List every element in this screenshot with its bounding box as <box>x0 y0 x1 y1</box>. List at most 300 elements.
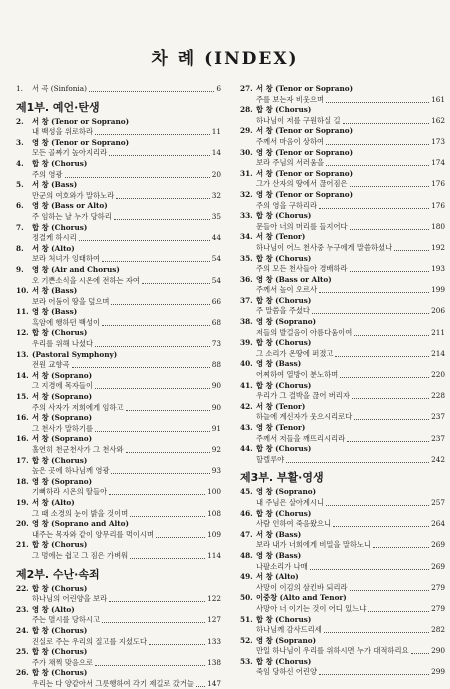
entry-heading <box>240 84 445 95</box>
leader-dots <box>352 391 429 399</box>
leader-dots <box>350 264 430 272</box>
index-entry <box>240 169 445 190</box>
leader-dots <box>326 137 429 145</box>
entry-title: 영 창 (Bass) <box>32 307 78 317</box>
entry-line <box>240 583 445 594</box>
index-entry <box>240 402 445 423</box>
index-entry <box>240 509 445 530</box>
page-number: 279 <box>431 582 445 592</box>
leader-dots <box>394 243 429 251</box>
entry-subtitle: 나팔소리가 나매 <box>256 561 308 571</box>
entry-subtitle: 만군의 여호와가 말하노라 <box>32 190 115 200</box>
entry-number: 19. <box>16 497 29 507</box>
entry-title: 영 창 (Soprano and Alto) <box>32 519 129 529</box>
entry-title: 합 창 (Chorus) <box>32 455 88 465</box>
entry-title: 영 창 (Bass) <box>256 359 302 369</box>
index-entry <box>240 275 445 296</box>
page-number: 228 <box>431 391 445 401</box>
entry-number: 41. <box>240 380 253 390</box>
entry-subtitle: 보라 어둠이 땅을 덮으며 <box>32 296 110 306</box>
entry-heading <box>240 636 445 647</box>
leader-dots <box>65 170 210 178</box>
entry-heading <box>240 444 445 455</box>
page-number: 11 <box>211 127 221 137</box>
entry-number: 7. <box>16 222 24 232</box>
entry-number: 21. <box>16 540 29 550</box>
entry-subtitle: 그 소리가 온땅에 퍼졌고 <box>256 348 334 358</box>
entry-title: 영 창 (Bass) <box>256 550 302 560</box>
entry-title: 합 창 (Chorus) <box>32 647 88 657</box>
index-entry <box>240 232 445 253</box>
page-number: 92 <box>211 445 221 454</box>
entry-line <box>240 370 445 381</box>
entry-line <box>240 498 445 509</box>
entry-subtitle: 홀연히 천군천사가 그 천사와 <box>32 445 124 454</box>
index-entry <box>240 211 445 232</box>
leader-dots <box>343 116 430 124</box>
leader-dots <box>130 509 205 517</box>
page-number: 54 <box>211 254 221 264</box>
page-number: 199 <box>431 285 445 295</box>
entry-heading <box>16 244 221 255</box>
entry-title: 서 창 (Soprano) <box>32 370 93 380</box>
entry-title: 합 창 (Chorus) <box>32 583 88 593</box>
entry-number: 17. <box>16 455 29 465</box>
leader-dots <box>340 370 429 378</box>
entry-line <box>240 222 445 233</box>
entry-heading <box>240 317 445 328</box>
entry-subtitle: 주가 채찍 맞음으로 <box>32 657 94 667</box>
page-number: 14 <box>211 148 221 158</box>
page-title: 차 례 (INDEX) <box>151 49 299 69</box>
entry-subtitle: 주의 영광 <box>32 169 63 179</box>
entry-subtitle: 기뻐하라 시온의 딸들아 <box>32 487 108 497</box>
entry-number: 45. <box>240 487 253 497</box>
page-number: 257 <box>431 497 445 507</box>
entry-subtitle: 할렐루야 <box>256 454 285 464</box>
entry-heading <box>16 434 221 445</box>
entry-line <box>240 349 445 360</box>
page-number: 6 <box>216 84 221 93</box>
entry-number: 22. <box>16 583 29 593</box>
entry-line <box>240 667 445 678</box>
page-number: 290 <box>431 646 445 656</box>
entry-heading <box>16 477 221 488</box>
entry-heading <box>240 211 445 222</box>
page-number: 211 <box>431 327 445 337</box>
page-number: 206 <box>431 306 445 316</box>
leader-dots <box>156 530 205 538</box>
page-number: 269 <box>431 540 445 550</box>
entry-title: 합 창 (Chorus) <box>256 380 312 390</box>
entry-title: 서 창 (Tenor or Soprano) <box>256 84 354 93</box>
entry-title: 합 창 (Chorus) <box>256 211 312 221</box>
entry-number: 5. <box>16 180 24 190</box>
index-entry <box>16 413 221 434</box>
entry-number: 44. <box>240 444 253 454</box>
entry-heading <box>16 456 221 467</box>
entry-title: 서 창 (Soprano) <box>32 413 93 423</box>
entry-number: 25. <box>16 647 29 657</box>
entry-title: 합 창 (Chorus) <box>256 338 312 348</box>
entry-heading <box>240 275 445 286</box>
entry-number: 46. <box>240 508 253 518</box>
index-entry <box>16 307 221 328</box>
entry-number: 14. <box>16 370 29 380</box>
entry-number: 15. <box>16 392 29 402</box>
entry-heading <box>240 169 445 180</box>
entry-line <box>16 466 221 477</box>
entry-heading <box>16 265 221 276</box>
leader-dots <box>95 424 210 432</box>
page-number: 93 <box>211 466 221 476</box>
index-entry <box>16 371 221 392</box>
entry-heading <box>16 117 221 128</box>
index-entry <box>240 615 445 636</box>
section-heading: 제1부. 예언·탄생 <box>16 100 100 114</box>
leader-dots <box>72 360 210 368</box>
entry-number: 12. <box>16 328 29 338</box>
index-entry <box>16 328 221 349</box>
entry-subtitle: 전원 교향곡 <box>32 360 70 370</box>
leader-dots <box>354 412 429 420</box>
entry-line <box>240 158 445 169</box>
entry-line <box>16 339 221 350</box>
entry-number: 42. <box>240 401 253 411</box>
entry-number: 50. <box>240 593 253 603</box>
page-number: 91 <box>211 423 221 433</box>
entry-subtitle: 주는 멸시를 당하시고 <box>32 615 101 625</box>
entry-subtitle: 주께서 높이 오르사 <box>256 285 318 295</box>
entry-heading <box>240 572 445 583</box>
entry-number: 24. <box>16 625 29 635</box>
entry-number: 18. <box>16 476 29 486</box>
index-entry <box>16 350 221 371</box>
entry-number: 4. <box>16 158 24 168</box>
index-entry <box>16 519 221 540</box>
entry-title: 영 창 (Soprano) <box>256 487 317 497</box>
index-entry <box>16 498 221 519</box>
index-entry <box>240 572 445 593</box>
entry-number: 13. <box>16 349 29 359</box>
index-entry <box>240 84 445 105</box>
leader-dots <box>109 594 205 602</box>
entry-number: 28. <box>240 105 253 115</box>
entry-subtitle: 보라 주님의 서러움을 <box>256 158 325 168</box>
entry-line <box>16 148 221 159</box>
entry-line <box>16 530 221 541</box>
entry-number: 10. <box>16 286 29 296</box>
entry-heading <box>240 296 445 307</box>
leader-dots <box>95 127 210 135</box>
entry-subtitle: 주의 영을 구하리라 <box>256 200 318 210</box>
entry-number: 51. <box>240 614 253 624</box>
entry-line <box>16 276 221 287</box>
leader-dots <box>326 498 429 506</box>
entry-line <box>16 445 221 456</box>
entry-title: 서 창 (Tenor or Soprano) <box>32 116 130 126</box>
index-entry <box>240 657 445 678</box>
entry-line <box>16 615 221 626</box>
leader-dots <box>335 349 429 357</box>
page-number: 90 <box>211 402 221 412</box>
entry-title: 합 창 (Chorus) <box>256 105 312 115</box>
entry-number: 52. <box>240 635 253 645</box>
entry-title: 합 창 (Chorus) <box>256 295 312 305</box>
entry-subtitle: 오 기쁜소식을 시온에 전하는 자여 <box>32 275 140 285</box>
page-number: 100 <box>207 487 221 497</box>
leader-dots <box>347 434 429 442</box>
entry-number: 29. <box>240 126 253 136</box>
page-number: 90 <box>211 381 221 391</box>
entry-subtitle: 사망아 너 이기는 것이 어디 있느냐 <box>256 603 367 613</box>
entry-line <box>16 84 221 95</box>
entry-line <box>240 604 445 615</box>
entry-heading <box>16 84 87 95</box>
leader-dots <box>368 604 429 612</box>
entry-line <box>16 233 221 244</box>
leader-dots <box>109 148 210 156</box>
entry-heading <box>16 223 221 234</box>
entry-number: 20. <box>16 519 29 529</box>
entry-title: 영 창 (Tenor) <box>256 423 306 432</box>
entry-heading <box>16 584 221 595</box>
entry-title: 합 창 (Chorus) <box>32 540 88 550</box>
entry-subtitle: 내주는 목자와 같이 양무리를 먹이시며 <box>32 529 155 539</box>
entry-title: 합 창 (Chorus) <box>256 656 312 666</box>
index-entry <box>240 359 445 380</box>
entry-heading <box>16 413 221 424</box>
entry-number: 8. <box>16 243 24 253</box>
leader-dots <box>354 328 429 336</box>
index-entry <box>16 159 221 180</box>
entry-line <box>240 201 445 212</box>
entry-heading <box>240 126 445 137</box>
entry-title: 합 창 (Chorus) <box>32 158 88 168</box>
entry-heading <box>240 381 445 392</box>
entry-subtitle: 하나님께 감사드리세 <box>256 625 322 635</box>
index-entry <box>16 201 221 222</box>
entry-heading <box>16 307 221 318</box>
leader-dots <box>411 646 429 654</box>
page-number: 35 <box>211 211 221 221</box>
index-entry <box>16 668 221 689</box>
entry-heading <box>16 498 221 509</box>
entry-heading <box>16 328 221 339</box>
entry-title: 서 창 (Bass) <box>32 180 78 190</box>
entry-title: 합 창 (Chorus) <box>32 222 88 232</box>
entry-subtitle: 주의 사자가 저희에게 임하고 <box>32 402 124 412</box>
entry-title: 서 창 (Tenor) <box>256 401 306 411</box>
entry-heading <box>16 647 221 658</box>
index-entry <box>240 593 445 614</box>
entry-line <box>240 625 445 636</box>
entry-number: 9. <box>16 264 24 274</box>
entry-number: 43. <box>240 423 253 432</box>
entry-line <box>16 127 221 138</box>
index-column-left <box>16 84 221 689</box>
leader-dots <box>149 637 205 645</box>
leader-dots <box>79 233 210 241</box>
leader-dots <box>95 658 205 666</box>
entry-subtitle: 내 주님은 살아계시니 <box>256 497 325 507</box>
entry-number: 30. <box>240 147 253 157</box>
leader-dots <box>130 551 205 559</box>
entry-number: 16. <box>16 413 29 423</box>
entry-subtitle: 하나님이 저를 구원하실 길 <box>256 115 341 125</box>
entry-number: 36. <box>240 274 253 284</box>
page-number: 279 <box>431 603 445 613</box>
page-number: 299 <box>431 667 445 677</box>
page-number: 282 <box>431 625 445 635</box>
entry-number: 39. <box>240 338 253 348</box>
page-number: 32 <box>211 190 221 200</box>
entry-title: 이중창 (Alto and Tenor) <box>256 593 347 603</box>
entry-subtitle: 주 말씀을 주셨다 <box>256 306 310 316</box>
entry-line <box>240 179 445 190</box>
index-entry <box>240 105 445 126</box>
page-number: 237 <box>431 412 445 422</box>
page-number: 193 <box>431 264 445 274</box>
entry-line <box>240 562 445 573</box>
leader-dots <box>286 455 429 463</box>
leader-dots <box>350 583 430 591</box>
entry-line <box>240 243 445 254</box>
index-entry <box>240 338 445 359</box>
entry-heading <box>240 551 445 562</box>
entry-subtitle: 어찌하여 열방이 분노하며 <box>256 370 339 380</box>
entry-title: 서 창 (Bass) <box>32 286 78 296</box>
entry-line <box>16 170 221 181</box>
entry-heading <box>240 487 445 498</box>
entry-line <box>240 455 445 466</box>
entry-subtitle: 그 때 소경의 눈이 밝을 것이며 <box>32 508 129 518</box>
entry-line <box>16 403 221 414</box>
entry-subtitle: 사람 인하여 죽음왔으니 <box>256 519 332 529</box>
entry-heading <box>240 190 445 201</box>
entry-line <box>240 264 445 275</box>
leader-dots <box>95 381 210 389</box>
page-number: 180 <box>431 221 445 231</box>
entry-subtitle: 진실로 주는 우리의 질고를 지셨도다 <box>32 636 148 646</box>
entry-heading <box>240 254 445 265</box>
entry-line <box>240 519 445 530</box>
entry-title: 영 창 (Tenor or Soprano) <box>256 189 354 199</box>
entry-subtitle: 우리를 위해 나셨다 <box>32 339 94 349</box>
leader-dots <box>350 222 430 230</box>
page-number: 220 <box>431 370 445 380</box>
entry-title: 영 창 (Bass or Alto) <box>32 201 108 211</box>
leader-dots <box>116 191 210 199</box>
entry-title: 합 창 (Chorus) <box>256 614 312 624</box>
page-number: 108 <box>207 508 221 518</box>
index-entry <box>240 423 445 444</box>
leader-dots <box>111 297 209 305</box>
entry-heading <box>240 148 445 159</box>
entry-line <box>240 540 445 551</box>
entry-heading <box>16 626 221 637</box>
entry-subtitle: 그가 산자의 땅에서 끊어짐은 <box>256 179 348 189</box>
entry-subtitle: 하늘에 계신자가 웃으시리로다 <box>256 412 353 422</box>
page-number: 192 <box>431 242 445 252</box>
index-entry <box>240 317 445 338</box>
entry-title: 영 창 (Soprano) <box>32 476 93 486</box>
index-entry <box>240 190 445 211</box>
index-entry <box>240 254 445 275</box>
index-entry <box>16 223 221 244</box>
leader-dots <box>319 201 429 209</box>
entry-subtitle: 만일 하나님이 우리를 위하시면 누가 대적하리요 <box>256 646 409 656</box>
leader-dots <box>319 285 429 293</box>
leader-dots <box>326 95 429 103</box>
entry-subtitle: 주 임하는 날 누가 당하리 <box>32 211 112 221</box>
entry-line <box>16 191 221 202</box>
entry-title: 서 창 (Bass) <box>256 529 302 539</box>
entry-subtitle: 문들아 너의 머리를 들지어다 <box>256 221 348 231</box>
entry-heading <box>16 371 221 382</box>
leader-dots <box>324 625 429 633</box>
entry-number: 48. <box>240 550 253 560</box>
index-entry <box>16 456 221 477</box>
leader-dots <box>350 179 430 187</box>
entry-title: 영 창 (Alto) <box>32 604 75 614</box>
entry-subtitle: 저들의 발걸음이 아름다움이여 <box>256 327 353 337</box>
leader-dots <box>196 679 205 687</box>
leader-dots <box>102 615 205 623</box>
leader-dots <box>102 318 210 326</box>
entry-title: 서 곡 (Sinfonia) <box>32 84 87 93</box>
entry-number: 33. <box>240 211 253 221</box>
index-entry <box>240 636 445 657</box>
page-number: 73 <box>211 339 221 349</box>
entry-subtitle: 주의 모든 천사들아 경배하라 <box>256 264 348 274</box>
entry-heading <box>16 605 221 616</box>
entry-title: 서 창 (Alto) <box>32 243 75 253</box>
entry-title: 합 창 (Chorus) <box>32 328 88 338</box>
entry-title: 서 창 (Tenor or Soprano) <box>256 168 354 178</box>
index-column-right <box>240 84 445 678</box>
page-number: 88 <box>211 360 221 370</box>
index-entry <box>240 148 445 169</box>
page-number: 114 <box>207 550 221 560</box>
page-number: 264 <box>431 519 445 529</box>
leader-dots <box>109 487 205 495</box>
entry-title: (Pastoral Symphony) <box>32 349 118 359</box>
entry-title: 서 창 (Soprano) <box>32 392 93 402</box>
page-number: 173 <box>431 136 445 146</box>
leader-dots <box>326 158 429 166</box>
entry-heading <box>240 402 445 413</box>
entry-line <box>16 424 221 435</box>
leader-dots <box>111 466 209 474</box>
entry-heading <box>16 392 221 403</box>
index-entry <box>240 551 445 572</box>
entry-number: 31. <box>240 168 253 178</box>
index-entry <box>16 584 221 605</box>
entry-heading <box>240 359 445 370</box>
entry-number: 53. <box>240 656 253 666</box>
entry-line <box>240 116 445 127</box>
page-number: 176 <box>431 200 445 210</box>
page-number: 127 <box>207 615 221 625</box>
page-number: 20 <box>211 169 221 179</box>
leader-dots <box>319 667 429 675</box>
entry-subtitle: 그 지경에 목자들이 <box>32 381 94 391</box>
entry-subtitle: 보라 내가 너희에게 비밀을 말하노니 <box>256 540 372 550</box>
entry-title: 서 창 (Soprano) <box>32 434 93 444</box>
entry-subtitle: 내 백성을 위로하라 <box>32 127 94 137</box>
leader-dots <box>312 306 429 314</box>
